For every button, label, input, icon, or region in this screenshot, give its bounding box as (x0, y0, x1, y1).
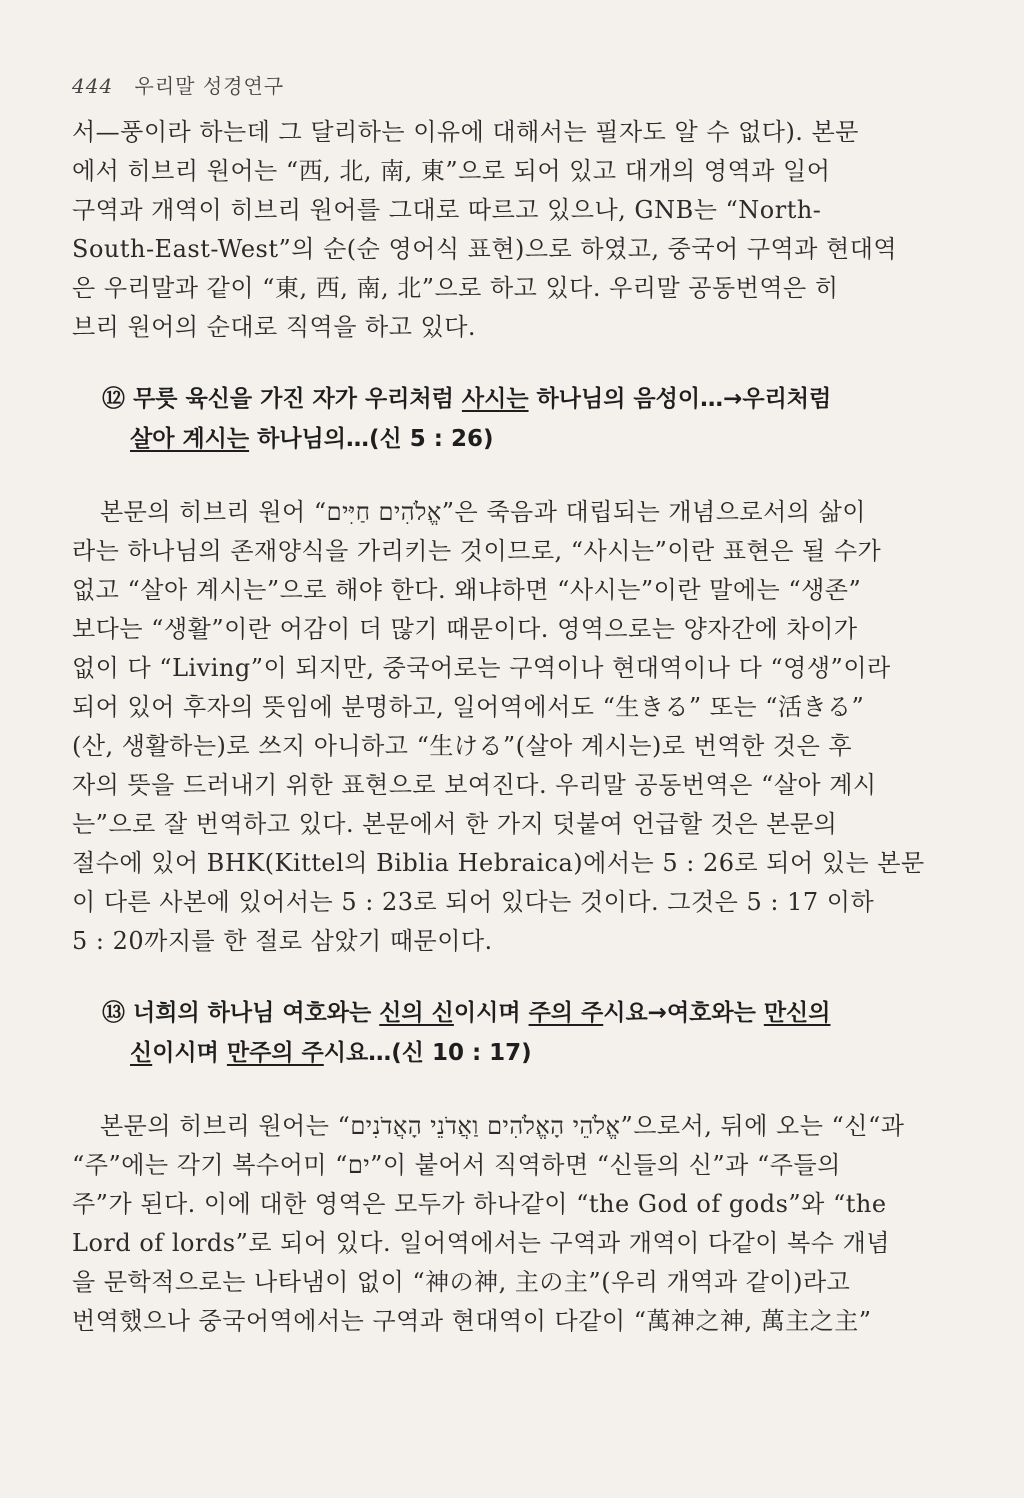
text-line: 을 문학적으로는 나타냄이 없이 “神の神, 主の主”(우리 개역과 같이)라고 (72, 1268, 851, 1296)
heading-line (102, 1033, 976, 1073)
underlined-phrase: 만신의 (763, 1000, 831, 1026)
heading-line (102, 993, 976, 1033)
underlined-phrase: 신 (130, 1040, 153, 1066)
text-line: 는”으로 잘 번역하고 있다. 본문에서 한 가지 덧붙여 언급할 것은 본문의 (72, 810, 838, 838)
text-line: 구역과 개역이 히브리 원어를 그대로 따르고 있으나, GNB는 “North- (72, 196, 822, 224)
running-title: 우리말 성경연구 (134, 74, 285, 98)
text-line: 번역했으나 중국어역에서는 구역과 현대역이 다같이 “萬神之神, 萬主之主” (72, 1307, 872, 1335)
text-line: 자의 뜻을 드러내기 위한 표현으로 보여진다. 우리말 공동번역은 “살아 계시 (72, 771, 877, 799)
text-line: 서—풍이라 하는데 그 달리하는 이유에 대해서는 필자도 알 수 없다). 본문 (72, 118, 859, 146)
paragraph-1 (72, 113, 976, 347)
underlined-phrase: 주의 주 (528, 1000, 604, 1026)
heading-text: 이시며 (453, 1000, 529, 1026)
heading-text: ⑬ 너희의 하나님 여호와는 (102, 1000, 380, 1026)
text-line: 에서 히브리 원어는 “西, 北, 南, 東”으로 되어 있고 대개의 영역과 일어 (72, 157, 831, 185)
text-line: (산, 생활하는)로 쓰지 아니하고 “生ける”(살아 계시는)로 번역한 것은 후 (72, 732, 853, 760)
text-line: 5 : 20까지를 한 절로 삼았기 때문이다. (72, 927, 493, 955)
text-line: 없이 다 “Living”이 되지만, 중국어로는 구역이나 현대역이나 다 “영생”이라 (72, 654, 891, 682)
text-line: 되어 있어 후자의 뜻임에 분명하고, 일어역에서도 “生きる” 또는 “活きる” (72, 693, 865, 721)
text-line: “주”에는 각기 복수어미 “ים”이 붙어서 직역하면 “신들의 신”과 “주들의 (72, 1151, 841, 1179)
text-line: 주”가 된다. 이에 대한 영역은 모두가 하나같이 “the God of gods”와 “the (72, 1190, 887, 1218)
paragraph-2 (72, 493, 976, 961)
heading-text: 하나님의…(신 5 : 26) (249, 426, 494, 452)
section-heading-12 (102, 379, 976, 459)
heading-text: ⑫ 무릇 육신을 가진 자가 우리처럼 (102, 386, 462, 412)
text-line: 보다는 “생활”이란 어감이 더 많기 때문이다. 영역으로는 양자간에 차이가 (72, 615, 858, 643)
text-line: 본문의 히브리 원어는 “אֱלֹהֵי הָאֱלֹהִים וַאֲדֹנֵי הָאֲדֹנִים”으로서, 뒤에 오는 “신“과 (100, 1112, 905, 1140)
running-header (72, 70, 976, 99)
heading-text: 시요→여호와는 (603, 1000, 764, 1026)
page-number: 444 (72, 74, 114, 98)
paragraph-3 (72, 1107, 976, 1341)
text-line: South-East-West”의 순(순 영어식 표현)으로 하였고, 중국어 구역과 현대역 (72, 235, 898, 263)
underlined-phrase: 만주의 주 (226, 1040, 324, 1066)
underlined-phrase: 신의 신 (379, 1000, 454, 1026)
heading-text: 하나님의 음성이…→우리처럼 (528, 386, 832, 412)
text-line: 라는 하나님의 존재양식을 가리키는 것이므로, “사시는”이란 표현은 될 수가 (72, 537, 882, 565)
heading-text: 시요…(신 10 : 17) (323, 1040, 532, 1066)
text-line: Lord of lords”로 되어 있다. 일어역에서는 구역과 개역이 다같이 복수 개념 (72, 1229, 890, 1257)
text-line: 본문의 히브리 원어 “אֱלֹהִים חַיִּים”은 죽음과 대립되는 개념으로서의 삶이 (100, 498, 866, 526)
book-page (72, 70, 976, 1341)
heading-line (102, 379, 976, 419)
underlined-phrase: 살아 계시는 (130, 426, 250, 452)
section-heading-13 (102, 993, 976, 1073)
text-line: 브리 원어의 순대로 직역을 하고 있다. (72, 313, 477, 341)
heading-line (102, 419, 976, 459)
text-line: 은 우리말과 같이 “東, 西, 南, 北”으로 하고 있다. 우리말 공동번역은 히 (72, 274, 839, 302)
text-line: 없고 “살아 계시는”으로 해야 한다. 왜냐하면 “사시는”이란 말에는 “생존” (72, 576, 862, 604)
underlined-phrase: 사시는 (461, 386, 529, 412)
text-line: 이 다른 사본에 있어서는 5 : 23로 되어 있다는 것이다. 그것은 5 : 17 이하 (72, 888, 875, 916)
text-line: 절수에 있어 BHK(Kittel의 Biblia Hebraica)에서는 5 : 26로 되어 있는 본문 (72, 849, 925, 877)
heading-text: 이시며 (152, 1040, 227, 1066)
